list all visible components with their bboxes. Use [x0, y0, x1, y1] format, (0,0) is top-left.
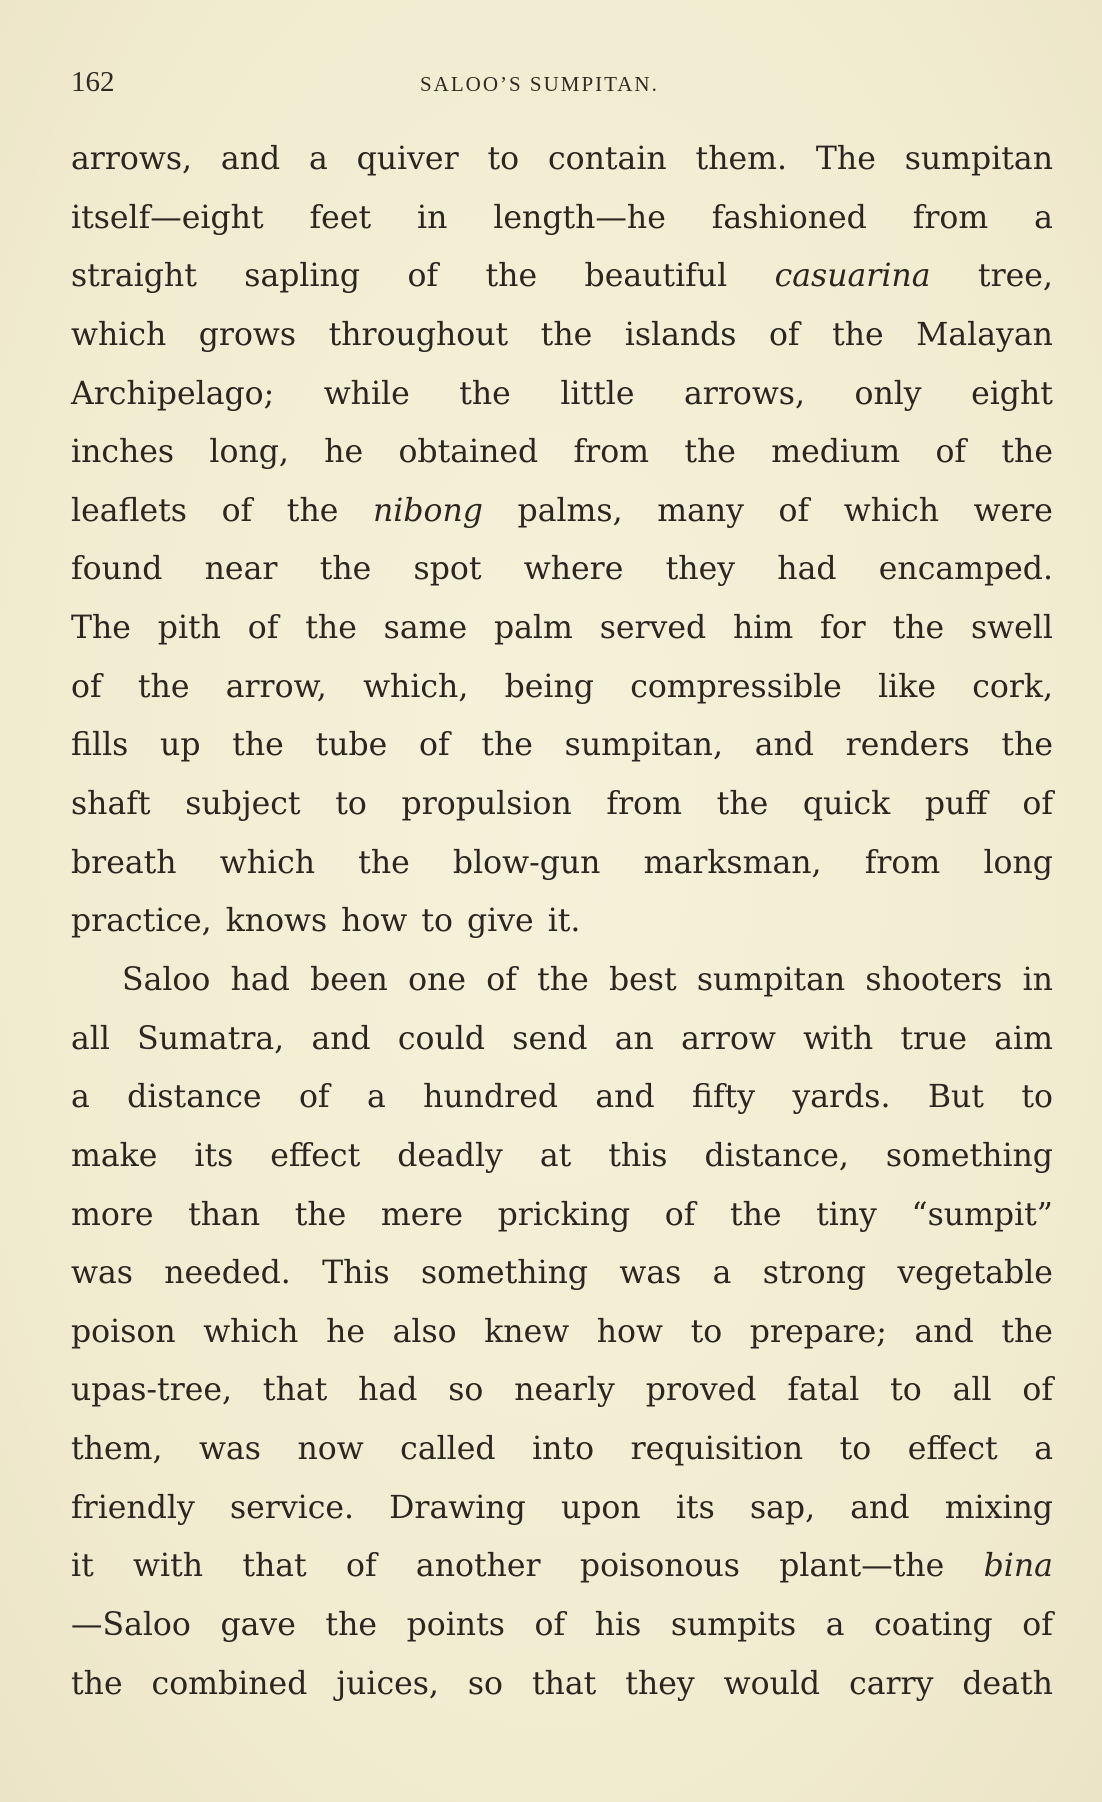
italic-word: nibong: [372, 492, 483, 529]
word: which,: [363, 668, 469, 705]
word: into: [532, 1431, 595, 1468]
word: effect: [270, 1137, 361, 1174]
word: the: [481, 727, 533, 764]
word: subject: [185, 786, 301, 823]
word: more: [71, 1196, 154, 1233]
text-line: [71, 834, 1053, 893]
body-text: [71, 130, 1053, 1713]
text-line: [71, 130, 1053, 189]
word: compressible: [630, 668, 842, 705]
text-line: [71, 306, 1053, 365]
word: Malayan: [916, 316, 1053, 353]
word: prepare;: [749, 1313, 887, 1350]
text-line: [71, 1479, 1053, 1538]
word: only: [854, 375, 922, 412]
word: from: [912, 199, 989, 236]
word: arrows,: [71, 141, 193, 177]
text-line: [71, 365, 1053, 424]
word: the: [832, 316, 884, 353]
word: now: [297, 1431, 364, 1468]
word: of: [247, 610, 279, 647]
word: many: [657, 492, 744, 529]
word: of: [298, 1079, 330, 1116]
word: breath: [71, 844, 177, 881]
word: palms,: [517, 492, 623, 529]
word: the: [325, 1607, 378, 1644]
word: best: [608, 961, 677, 998]
word: of: [778, 492, 810, 529]
word: a: [1034, 1431, 1053, 1468]
word: the: [892, 610, 945, 647]
word: while: [323, 375, 410, 412]
word: mixing: [944, 1489, 1053, 1526]
word: in: [1022, 961, 1053, 998]
word: up: [160, 727, 201, 764]
word: was: [619, 1255, 682, 1292]
word: tiny: [816, 1196, 877, 1233]
word: fashioned: [711, 199, 867, 236]
word: hundred: [423, 1079, 558, 1116]
word: its: [194, 1137, 234, 1174]
word: sumpitan: [904, 141, 1053, 177]
word: of: [1022, 1607, 1053, 1644]
text-line: [71, 1361, 1053, 1420]
italic-word: casuarina: [774, 258, 931, 295]
word: arrow,: [225, 668, 327, 705]
word: The: [71, 610, 131, 647]
word: aim: [994, 1020, 1053, 1057]
word: service.: [229, 1489, 354, 1526]
word: fifty: [691, 1079, 756, 1116]
word: and: [850, 1489, 910, 1526]
word: of: [346, 1548, 377, 1585]
word: it: [71, 1548, 94, 1585]
word: where: [523, 551, 624, 588]
word: to: [1021, 1079, 1053, 1116]
text-line: [71, 1186, 1053, 1245]
text-line: [71, 1420, 1053, 1479]
word: pith: [157, 610, 221, 647]
word: yards.: [792, 1079, 891, 1116]
word: tree,: [977, 258, 1053, 295]
word: of: [419, 727, 450, 764]
word: The: [815, 141, 876, 177]
word: marksman,: [643, 844, 822, 881]
word: nearly: [514, 1372, 615, 1409]
word: practice,: [71, 903, 212, 940]
word: islands: [624, 316, 737, 353]
word: the: [716, 786, 769, 823]
word: of: [71, 668, 102, 705]
word: all: [952, 1372, 992, 1409]
word: the: [485, 258, 538, 295]
word: distance: [127, 1079, 262, 1116]
word: and: [220, 141, 281, 177]
word: to: [421, 903, 453, 940]
word: of: [1022, 786, 1053, 823]
word: of: [221, 492, 253, 529]
word: effect: [907, 1431, 998, 1468]
word: the: [294, 1196, 347, 1233]
word: of: [664, 1196, 696, 1233]
word: him: [732, 610, 794, 647]
word: blow-gun: [452, 844, 601, 881]
word: the: [319, 551, 372, 588]
text-line: [71, 716, 1053, 775]
word: poisonous: [579, 1548, 740, 1585]
word: he: [326, 1313, 366, 1350]
italic-word: bina: [983, 1548, 1053, 1585]
word: to: [839, 1431, 872, 1468]
word: the: [286, 492, 339, 529]
word: give: [467, 903, 534, 940]
word: little: [560, 375, 635, 412]
word: deadly: [397, 1137, 503, 1174]
word: the: [232, 727, 284, 764]
word: “sumpit”: [911, 1196, 1053, 1233]
word: was: [71, 1255, 133, 1292]
word: called: [400, 1431, 496, 1468]
word: Sumatra,: [137, 1020, 285, 1057]
word: found: [71, 551, 163, 588]
text-line: [71, 951, 1053, 1010]
word: throughout: [328, 316, 509, 353]
word: a: [71, 1079, 90, 1116]
text-line: [71, 1655, 1053, 1714]
word: had: [358, 1372, 418, 1409]
word: of: [1022, 1372, 1053, 1409]
word: points: [406, 1607, 505, 1644]
word: they: [625, 1665, 695, 1702]
word: they: [665, 551, 736, 588]
word: been: [310, 961, 388, 998]
word: the: [684, 434, 736, 471]
text-line: [71, 482, 1053, 541]
text-line: [71, 423, 1053, 482]
word: with: [803, 1020, 874, 1057]
text-line: [71, 599, 1053, 658]
word: and: [754, 727, 814, 764]
word: But: [927, 1079, 984, 1116]
word: the: [1001, 727, 1053, 764]
word: he: [324, 434, 364, 471]
word: so: [467, 1665, 503, 1702]
word: requisition: [630, 1431, 804, 1468]
text-line: [71, 1244, 1053, 1303]
word: spot: [413, 551, 482, 588]
word: it.: [547, 903, 581, 940]
word: of: [768, 316, 800, 353]
word: could: [397, 1020, 486, 1057]
word: mere: [380, 1196, 464, 1233]
word: death: [962, 1665, 1053, 1702]
word: Saloo: [122, 961, 211, 998]
word: than: [188, 1196, 261, 1233]
word: being: [504, 668, 594, 705]
word: friendly: [71, 1489, 195, 1526]
word: strong: [762, 1255, 867, 1292]
word: quiver: [356, 141, 459, 177]
text-line: [71, 892, 1053, 951]
word: Drawing: [389, 1489, 526, 1526]
word: proved: [645, 1372, 757, 1409]
word: straight: [71, 258, 197, 295]
word: make: [71, 1137, 158, 1174]
word: of: [486, 961, 517, 998]
text-line: [71, 658, 1053, 717]
word: to: [890, 1372, 922, 1409]
word: a: [366, 1079, 386, 1116]
word: of: [935, 434, 967, 471]
word: from: [573, 434, 650, 471]
word: that: [262, 1372, 328, 1409]
word: his: [594, 1607, 642, 1644]
word: one: [408, 961, 467, 998]
text-line: [71, 189, 1053, 248]
word: This: [322, 1255, 390, 1292]
word: this: [608, 1137, 668, 1174]
word: something: [420, 1255, 589, 1292]
running-head: SALOO’S SUMPITAN.: [420, 72, 659, 96]
word: which: [71, 316, 167, 353]
page-number: 162: [71, 66, 115, 98]
word: puff: [924, 786, 988, 823]
word: grows: [198, 316, 297, 353]
word: distance,: [704, 1137, 849, 1174]
word: and: [595, 1079, 655, 1116]
text-line: [71, 1068, 1053, 1127]
word: shaft: [71, 786, 151, 823]
word: from: [606, 786, 682, 823]
text-line: [71, 1596, 1053, 1655]
word: eight: [971, 375, 1053, 412]
word: propulsion: [401, 786, 572, 823]
word: quick: [802, 786, 891, 823]
word: something: [885, 1137, 1053, 1174]
word: the: [1001, 1313, 1053, 1350]
word: sap,: [749, 1489, 816, 1526]
word: medium: [771, 434, 901, 471]
word: them.: [695, 141, 788, 177]
word: the: [71, 1665, 123, 1702]
word: sumpitan,: [564, 727, 723, 764]
word: to: [690, 1313, 723, 1350]
word: long,: [209, 434, 289, 471]
word: carry: [849, 1665, 934, 1702]
word: that: [242, 1548, 307, 1585]
word: the: [459, 375, 511, 412]
word: which: [203, 1313, 299, 1350]
word: needed.: [164, 1255, 291, 1292]
word: a: [308, 141, 328, 177]
text-line: [71, 1127, 1053, 1186]
word: arrow: [681, 1020, 776, 1057]
word: of: [534, 1607, 566, 1644]
word: plant—the: [779, 1548, 945, 1585]
word: like: [878, 668, 936, 705]
word: knew: [484, 1313, 570, 1350]
word: the: [305, 610, 357, 647]
word: to: [335, 786, 367, 823]
word: a: [712, 1255, 732, 1292]
word: would: [723, 1665, 821, 1702]
word: how: [341, 903, 408, 940]
text-line: [71, 1303, 1053, 1362]
word: combined: [151, 1665, 308, 1702]
word: them,: [71, 1431, 163, 1468]
word: feet: [309, 199, 372, 236]
word: beautiful: [584, 258, 728, 295]
word: contain: [547, 141, 667, 177]
word: vegetable: [897, 1255, 1053, 1292]
word: juices,: [336, 1665, 439, 1702]
word: its: [675, 1489, 715, 1526]
word: —Saloo: [71, 1607, 191, 1644]
word: tube: [315, 727, 388, 764]
word: from: [864, 844, 941, 881]
word: long: [983, 844, 1053, 881]
word: the: [1001, 434, 1053, 471]
word: also: [392, 1313, 457, 1350]
word: sapling: [244, 258, 361, 295]
page-header: [71, 66, 1051, 106]
word: served: [599, 610, 707, 647]
word: pricking: [497, 1196, 631, 1233]
word: which: [843, 492, 940, 529]
word: true: [900, 1020, 968, 1057]
word: itself—eight: [71, 199, 264, 236]
word: Archipelago;: [71, 375, 275, 412]
word: a: [825, 1607, 845, 1644]
word: the: [729, 1196, 782, 1233]
text-line: [71, 540, 1053, 599]
word: which: [219, 844, 316, 881]
word: all: [71, 1020, 110, 1057]
word: and: [311, 1020, 371, 1057]
word: a: [1034, 199, 1053, 236]
word: had: [230, 961, 290, 998]
word: shooters: [865, 961, 1003, 998]
word: palm: [493, 610, 573, 647]
text-line: [71, 247, 1053, 306]
word: renders: [845, 727, 970, 764]
word: same: [383, 610, 468, 647]
word: fatal: [787, 1372, 860, 1409]
word: another: [415, 1548, 541, 1585]
word: so: [448, 1372, 484, 1409]
word: sumpits: [670, 1607, 797, 1644]
word: the: [137, 668, 190, 705]
word: swell: [970, 610, 1053, 647]
text-line: [71, 1010, 1053, 1069]
word: sumpitan: [696, 961, 846, 998]
word: poison: [71, 1313, 176, 1350]
word: upon: [560, 1489, 641, 1526]
word: with: [133, 1548, 204, 1585]
word: and: [914, 1313, 974, 1350]
word: send: [512, 1020, 588, 1057]
word: gave: [220, 1607, 296, 1644]
word: obtained: [398, 434, 539, 471]
word: to: [487, 141, 520, 177]
word: was: [199, 1431, 261, 1468]
word: inches: [71, 434, 175, 471]
word: in: [417, 199, 448, 236]
word: fills: [71, 727, 129, 764]
word: arrows,: [683, 375, 805, 412]
word: at: [539, 1137, 572, 1174]
word: how: [596, 1313, 663, 1350]
word: knows: [225, 903, 328, 940]
word: the: [540, 316, 593, 353]
word: upas-tree,: [71, 1372, 233, 1409]
word: that: [531, 1665, 597, 1702]
text-line: [71, 775, 1053, 834]
word: coating: [874, 1607, 993, 1644]
word: the: [358, 844, 410, 881]
word: had: [777, 551, 837, 588]
word: cork,: [972, 668, 1053, 705]
word: length—he: [493, 199, 666, 236]
text-line: [71, 1537, 1053, 1596]
word: the: [537, 961, 589, 998]
word: encamped.: [878, 551, 1053, 588]
word: were: [973, 492, 1053, 529]
word: for: [820, 610, 866, 647]
word: leaflets: [71, 492, 187, 529]
word: an: [614, 1020, 654, 1057]
word: near: [204, 551, 278, 588]
word: of: [407, 258, 439, 295]
